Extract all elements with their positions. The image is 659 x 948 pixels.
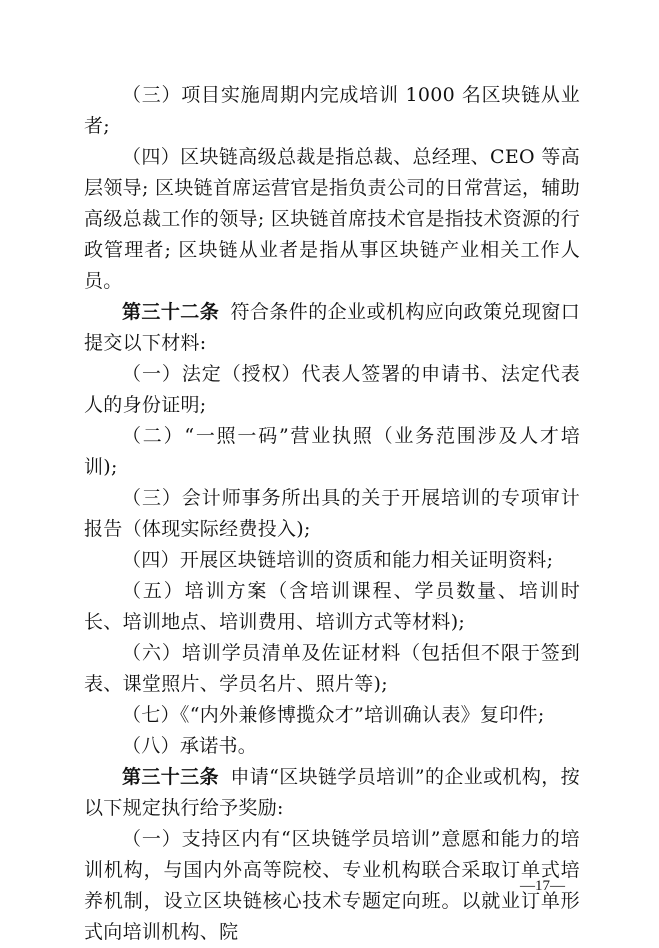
paragraph-text: （五）培训方案（含培训课程、学员数量、培训时长、培训地点、培训费用、培训方式等材料); [84,580,580,633]
material-item-8 [84,731,580,762]
article-33-label: 第三十三条 [122,766,219,788]
paragraph-text: （三）项目实施周期内完成培训 1000 名区块链从业者; [84,84,580,137]
paragraph-text: 符合条件的企业或机构应向政策兑现窗口提交以下材料: [84,301,580,354]
paragraph-text: （八）承诺书。 [122,735,258,757]
article-33 [84,762,580,824]
material-item-3 [84,483,580,545]
paragraph-text: 申请“区块链学员培训”的企业或机构，按以下规定执行给予奖励: [84,766,580,819]
paragraph-text: （二）“一照一码”营业执照（业务范围涉及人才培训); [84,425,580,478]
material-item-1 [84,359,580,421]
article-32 [84,297,580,359]
paragraph-definitions [84,142,580,297]
paragraph-text: （一）法定（授权）代表人签署的申请书、法定代表人的身份证明; [84,363,580,416]
paragraph-text: （三）会计师事务所出具的关于开展培训的专项审计报告（体现实际经费投入); [84,487,580,540]
material-item-6 [84,638,580,700]
material-item-7 [84,700,580,731]
material-item-2 [84,421,580,483]
article-32-label: 第三十二条 [122,301,220,323]
document-body [84,80,580,948]
page-number: —17— [520,878,565,894]
paragraph-text: （四）开展区块链培训的资质和能力相关证明资料; [122,549,554,571]
material-item-5 [84,576,580,638]
paragraph-item-3 [84,80,580,142]
material-item-4 [84,545,580,576]
paragraph-text: （六）培训学员清单及佐证材料（包括但不限于签到表、课堂照片、学员名片、照片等); [84,642,580,695]
paragraph-text: （七）《“内外兼修博揽众才”培训确认表》复印件; [122,704,545,726]
paragraph-text: （四）区块链高级总裁是指总裁、总经理、CEO 等高层领导; 区块链首席运营官是指负责公司的日常营运，辅助高级总裁工作的领导; 区块链首席技术官是指技术资源的行政管理者; 区块链从业者是指从事区块链产业相关工作人员。 [84,146,580,292]
paragraph-text: （一）支持区内有“区块链学员培训”意愿和能力的培训机构，与国内外高等院校、专业机构联合采取订单式培养机制，设立区块链核心技术专题定向班。以就业订单形式向培训机构、院 [84,828,580,943]
reward-item-1 [84,824,580,948]
